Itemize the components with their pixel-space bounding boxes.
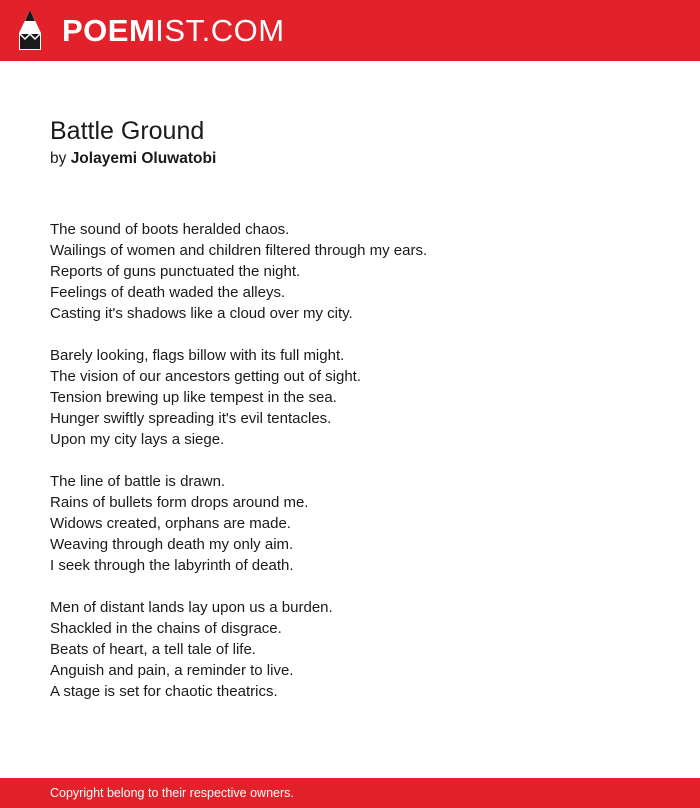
- poem-line: The vision of our ancestors getting out of sight.: [50, 368, 362, 385]
- poem-line: Beats of heart, a tell tale of life.: [50, 641, 256, 658]
- poem-line: A stage is set for chaotic theatrics.: [50, 683, 278, 700]
- poem-body: [50, 219, 650, 723]
- poem-stanza: [50, 345, 650, 450]
- poem-line: Wailings of women and children filtered through my ears.: [50, 242, 428, 259]
- poem-stanza: [50, 219, 650, 324]
- by-label: by: [50, 150, 67, 167]
- poem-line: The line of battle is drawn.: [50, 473, 226, 490]
- poem-line: Hunger swiftly spreading it's evil tentacles.: [50, 410, 332, 427]
- poem-stanza: [50, 471, 650, 576]
- poem-line: I seek through the labyrinth of death.: [50, 557, 294, 574]
- poem-author: Jolayemi Oluwatobi: [70, 150, 217, 167]
- poem-line: Upon my city lays a siege.: [50, 431, 225, 448]
- logo-text-bold: POEM: [62, 13, 156, 48]
- pencil-tip-icon[interactable]: [17, 9, 43, 51]
- poem-line: Tension brewing up like tempest in the sea.: [50, 389, 337, 406]
- poem-line: Shackled in the chains of disgrace.: [50, 620, 282, 637]
- poem-line: Anguish and pain, a reminder to live.: [50, 662, 294, 679]
- poem-line: Weaving through death my only aim.: [50, 536, 294, 553]
- poem-line: Casting it's shadows like a cloud over my city.: [50, 305, 353, 322]
- poem-line: Feelings of death waded the alleys.: [50, 284, 286, 301]
- poem-line: The sound of boots heralded chaos.: [50, 221, 290, 238]
- poem-line: Rains of bullets form drops around me.: [50, 494, 309, 511]
- copyright-notice: Copyright belong to their respective owners.: [50, 786, 294, 800]
- poem-stanza: [50, 597, 650, 702]
- poem-byline: [50, 149, 216, 169]
- poem-line: Reports of guns punctuated the night.: [50, 263, 301, 280]
- site-logo[interactable]: [62, 13, 285, 49]
- poem-line: Men of distant lands lay upon us a burden.: [50, 599, 333, 616]
- logo-text-light: IST.COM: [155, 13, 285, 48]
- poem-line: Barely looking, flags billow with its full might.: [50, 347, 345, 364]
- site-header: [0, 0, 700, 61]
- site-footer: [0, 778, 700, 808]
- poem-title: Battle Ground: [50, 117, 205, 145]
- poem-line: Widows created, orphans are made.: [50, 515, 291, 532]
